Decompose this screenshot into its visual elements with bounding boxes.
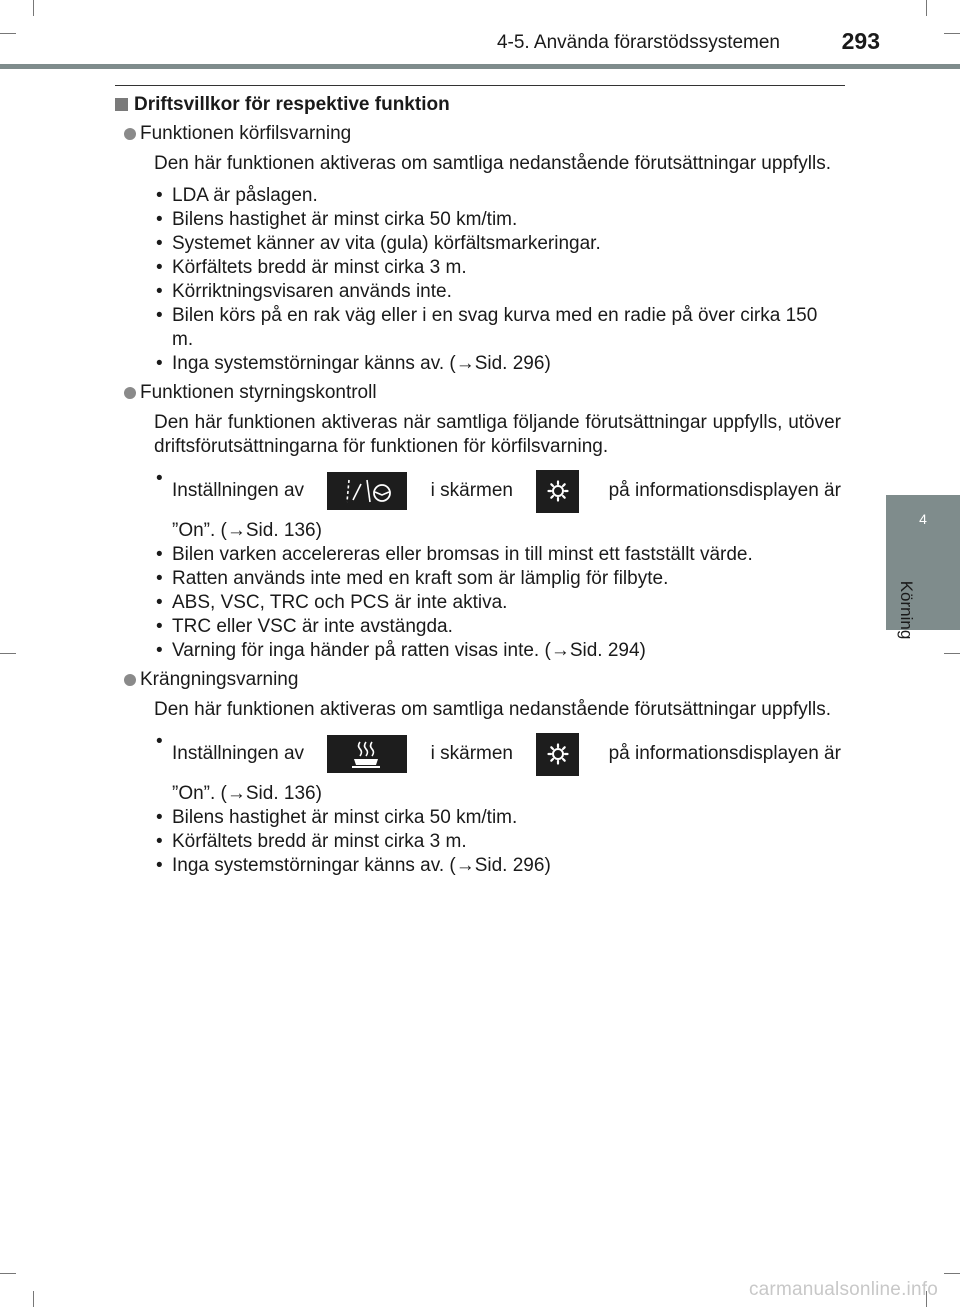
list-item: • Körriktningsvisaren används inte.	[154, 280, 841, 304]
settings-gear-icon	[536, 733, 579, 776]
function-intro: Den här funktionen aktiveras när samtliga följande förutsättningar uppfylls, utöver driftsförutsättningarna för funktionen för körfilsvarning.	[154, 412, 841, 457]
chapter-tab-label: Körning	[897, 580, 916, 640]
function-heading: Funktionen styrningskontroll	[124, 381, 841, 405]
function-intro: Den här funktionen aktiveras om samtliga nedanstående förutsättningar uppfylls.	[154, 699, 832, 720]
page-number: 293	[841, 28, 880, 54]
function-heading: Krängningsvarning	[124, 668, 841, 692]
crop-mark	[944, 33, 960, 34]
settings-gear-icon	[536, 470, 579, 513]
condition-list	[154, 184, 841, 376]
crop-mark	[944, 1273, 960, 1274]
crop-mark	[0, 653, 16, 654]
list-item: • Inga systemstörningar känns av. (→Sid. 296)	[154, 854, 841, 878]
watermark: carmanualsonline.info	[748, 1279, 938, 1300]
function-intro: Den här funktionen aktiveras om samtliga nedanstående förutsättningar uppfylls.	[154, 153, 832, 174]
crop-mark	[926, 0, 927, 16]
coffee-cup-icon	[327, 735, 407, 773]
divider	[115, 85, 845, 86]
list-item: • Inställningen av i skärmen på informationsdisplayen är ”On”. (→Sid. 136)	[154, 467, 841, 543]
list-item: • Inga systemstörningar känns av. (→Sid. 296)	[154, 352, 841, 376]
chapter-tab-number: 4	[919, 511, 927, 527]
list-item: • Inställningen av i skärmen på informationsdisplayen är ”On”. (→Sid. 136)	[154, 730, 841, 806]
condition-list	[154, 467, 841, 663]
crop-mark	[944, 653, 960, 654]
crop-mark	[0, 1273, 16, 1274]
list-item: • Systemet känner av vita (gula) körfältsmarkeringar.	[154, 232, 841, 256]
steering-assist-icon	[327, 472, 407, 510]
condition-list	[154, 730, 841, 878]
crop-mark	[33, 0, 34, 16]
list-item: • Körfältets bredd är minst cirka 3 m.	[154, 830, 841, 854]
list-item: • Körfältets bredd är minst cirka 3 m.	[154, 256, 841, 280]
list-item: • Bilen körs på en rak väg eller i en svag kurva med en radie på över cirka 150 m.	[154, 304, 841, 352]
list-item: • ABS, VSC, TRC och PCS är inte aktiva.	[154, 591, 841, 615]
list-item: • Ratten används inte med en kraft som är lämplig för filbyte.	[154, 567, 841, 591]
list-item: • LDA är påslagen.	[154, 184, 841, 208]
function-heading: Funktionen körfilsvarning	[124, 122, 841, 146]
chapter-title: 4-5. Använda förarstödssystemen	[496, 32, 780, 53]
list-item: • Bilens hastighet är minst cirka 50 km/tim.	[154, 208, 841, 232]
header-bar	[0, 64, 960, 69]
round-bullet-icon	[124, 128, 136, 140]
list-item-continuation: ”On”. (→Sid. 136)	[172, 520, 322, 541]
list-item: • Varning för inga händer på ratten visas inte. (→Sid. 294)	[154, 639, 841, 663]
crop-mark	[0, 33, 16, 34]
square-bullet-icon	[115, 98, 128, 111]
crop-mark	[33, 1291, 34, 1307]
list-item-continuation: ”On”. (→Sid. 136)	[172, 783, 322, 804]
round-bullet-icon	[124, 387, 136, 399]
section-heading: Driftsvillkor för respektive funktion	[115, 93, 841, 117]
list-item: • Bilens hastighet är minst cirka 50 km/tim.	[154, 806, 841, 830]
round-bullet-icon	[124, 674, 136, 686]
list-item: • Bilen varken accelereras eller bromsas in till minst ett fastställt värde.	[154, 543, 841, 567]
page-content	[115, 93, 841, 878]
list-item: • TRC eller VSC är inte avstängda.	[154, 615, 841, 639]
